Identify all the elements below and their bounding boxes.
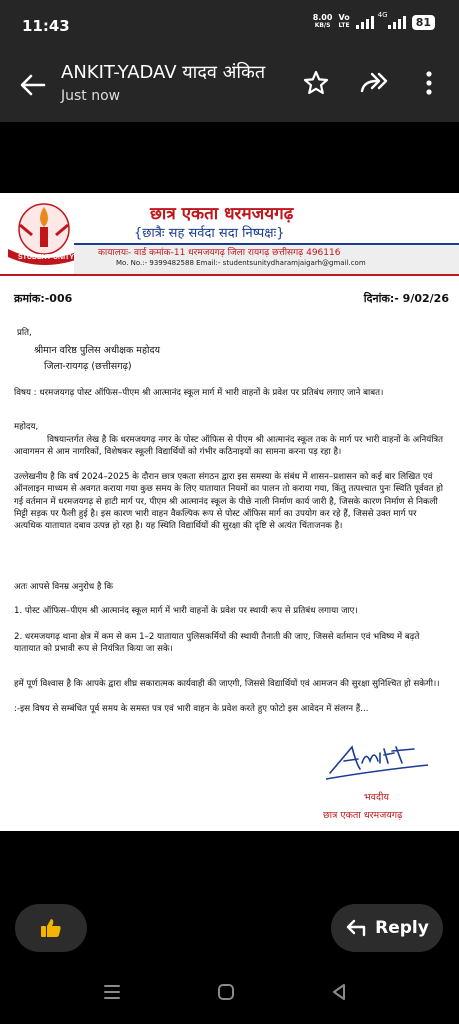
attachment-note: :-इस विषय से सम्बंधित पूर्व समय के समस्त पत्र एवं भारी वाहन के प्रवेश करते हुए फोटो इस आवेदन में संलग्न हैं...	[14, 704, 369, 714]
signal-4g-icon	[377, 11, 406, 29]
reply-button[interactable]	[331, 904, 443, 952]
org-address: कायालयः- वार्ड कमांक-11 धरमजयगढ़ जिला रायगढ़ छत्तीसगढ़ 496116	[98, 248, 341, 258]
signal-icon	[356, 15, 374, 29]
app-bar	[0, 52, 459, 122]
thumbs-up-icon	[39, 916, 63, 940]
org-motto: {छात्रैः सह सर्वदा सदा निष्पक्षः}	[134, 226, 285, 241]
volte-top: Vo	[338, 13, 350, 22]
org-name: छात्र एकता धरमजयगढ़	[150, 204, 294, 224]
more-options-icon[interactable]	[420, 69, 438, 97]
logo-text: STUDENT UNITY	[18, 254, 74, 261]
handwritten-signature	[322, 729, 432, 784]
letterhead-divider	[0, 274, 459, 276]
back-nav-icon[interactable]	[327, 980, 351, 1004]
org-contact: Mo. No.:- 9399482588 Email:- studentsunitydharamjaigarh@gmail.com	[116, 259, 366, 267]
letter-date: दिनांक:- 9/02/26	[363, 292, 449, 305]
home-icon[interactable]	[214, 980, 238, 1004]
letter-greeting: महोदय,	[14, 422, 39, 432]
media-timestamp: Just now	[61, 88, 121, 104]
network-speed	[313, 14, 333, 30]
reply-label: Reply	[375, 918, 429, 938]
signoff-org: छात्र एकता धरमजयगढ़	[323, 810, 403, 821]
back-arrow-icon[interactable]	[18, 70, 48, 100]
request-intro: अतः आपसे विनम्र अनुरोध है कि	[14, 582, 113, 592]
letter-closing: हमें पूर्ण विश्वास है कि आपके द्वारा शीघ्र सकारात्मक कार्यवाही की जाएगी, जिससे विद्यार्थियों एवं आमजन की सुरक्षा सुनिश्चित हो सकेगी।।	[14, 679, 440, 689]
volte-icon	[338, 14, 349, 30]
status-indicators	[312, 11, 435, 30]
request-point-1: 1. पोस्ट ऑफिस–पीएम श्री आत्मानंद स्कूल मार्ग में भारी वाहनों के प्रवेश पर स्थायी रूप से प्रतिबंध लगाया जाए।	[14, 606, 358, 616]
react-button[interactable]	[15, 904, 87, 952]
recipient-title: श्रीमान वरिष्ठ पुलिस अधीक्षक महोदय	[34, 345, 161, 356]
battery-level: 81	[415, 15, 431, 29]
network-speed-value: 8.00	[312, 13, 333, 22]
network-type: 4G	[377, 11, 388, 19]
media-title: ANKIT-YADAV यादव अंकित	[61, 62, 266, 83]
recipient-label: प्रति,	[17, 328, 32, 338]
letter-image[interactable]	[0, 193, 459, 831]
letter-paragraph-2: उल्लेखनीय है कि वर्ष 2024–2025 के दौरान छात्र एकता संगठन द्वारा इस समस्या के संबंध में शासन–प्रशासन को कई बार लिखित एवं ऑनलाइन माध्यम से अवगत कराया गया कुछ समय के लिए यातायात नियमों का पालन तो कराया गया, किंतु तत्पश्चात पुनः स्थिति पूर्ववत हो गई वर्तमान में धरमजयगढ़ से हाटी मार्ग पर, पीएम श्री आत्मानंद स्कूल के पीछे नाली निर्माण कार्य जारी है, जिसके कारण निर्माण से निकली मिट्टी सड़क पर फैली हुई है। इस कारण भारी वाहन वैकल्पिक रूप से पोस्ट ऑफिस मार्ग का उपयोग कर रहे हैं, जिससे उक्त मार्ग पर अत्यधिक यातायात दबाव उत्पन्न हो रहा है। यह स्थिति विद्यार्थियों की सुरक्षा की दृष्टि से अत्यंत चिंताजनक है।	[14, 472, 443, 532]
letter-paragraph-1: विषयान्तर्गत लेख है कि धरमजयगढ़ नगर के पोस्ट ऑफिस से पीएम श्री आत्मानंद स्कूल तक के मार्ग पर भारी वाहनों के अनियंत्रित आवागमन से आम नागरिकों, विशेषकर स्कूली विद्यार्थियों को गंभीर कठिनाइयों का सामना करना पड़ रहा है।	[14, 435, 444, 458]
status-time: 11:43	[22, 17, 70, 35]
letter-subject: विषय : धरमजयगढ़ पोस्ट ऑफिस–पीएम श्री आत्मानंद स्कूल मार्ग में भारी वाहनों के प्रवेश पर प्रतिबंध लगाए जाने बाबत।	[14, 388, 384, 398]
volte-bottom: LTE	[338, 22, 350, 29]
star-icon[interactable]	[302, 69, 330, 97]
network-speed-unit: KB/S	[314, 22, 331, 29]
reference-number: क्रमांक:-006	[14, 292, 73, 305]
forward-icon[interactable]	[358, 69, 390, 97]
recent-apps-icon[interactable]	[100, 980, 124, 1004]
request-point-2: 2. धरमजयगढ़ थाना क्षेत्र में कम से कम 1–2 यातायात पुलिसकर्मियों की स्थायी तैनाती की जाए, जिससे वर्तमान एवं भविष्य में बढ़ते यातायात को प्रभावी रूप से नियंत्रित किया जा सके।	[14, 632, 420, 655]
battery-icon	[412, 15, 435, 30]
status-bar	[0, 0, 459, 52]
reply-arrow-icon	[345, 918, 367, 938]
recipient-district: जिला-रायगढ़ (छत्तीसगढ़)	[44, 361, 132, 372]
signoff-label: भवदीय	[364, 792, 389, 803]
